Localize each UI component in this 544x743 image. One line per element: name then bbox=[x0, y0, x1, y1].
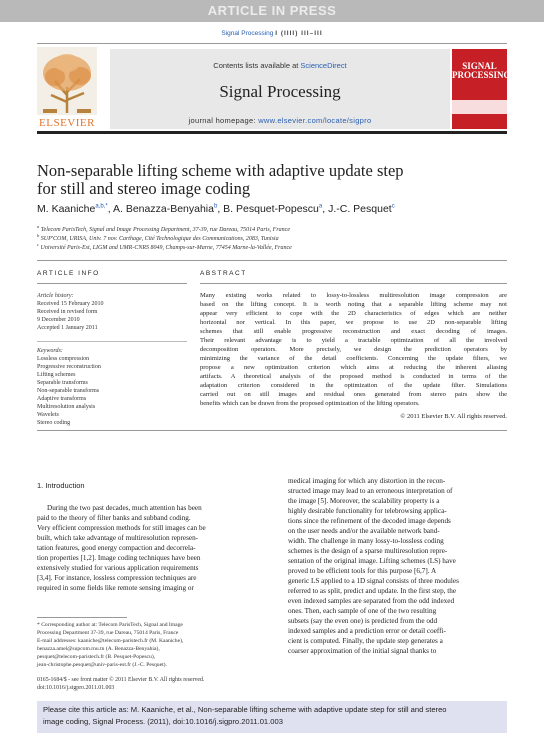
doi-line[interactable]: doi:10.1016/j.sigpro.2011.01.003 bbox=[37, 685, 115, 691]
corresponding-author-mark[interactable]: * bbox=[105, 203, 108, 210]
body-line: medical imaging for which any distortion in the recon- bbox=[288, 477, 446, 485]
body-line: built, which take advantage of multiresolution represen- bbox=[37, 534, 199, 542]
history-item: 9 December 2010 bbox=[37, 317, 80, 323]
abstract-line: minimizing the variance of the detail coefficients. Concerning the update filters, we bbox=[200, 355, 507, 362]
contents-line bbox=[110, 61, 450, 70]
keyword: Adaptive transforms bbox=[37, 396, 87, 402]
author-affil-mark[interactable]: a,b, bbox=[95, 203, 106, 210]
abstract-line: appear very efficient to cope with the 2D characteristics of edges which are neither bbox=[200, 310, 507, 317]
affiliation-mark: a bbox=[37, 224, 40, 229]
affiliation-text: SUP'COM, URISA, Univ. 7 nov. Carthage, Cité Technologique des Communications, 2083, Tunisia bbox=[40, 236, 279, 242]
keyword: Stereo coding bbox=[37, 420, 71, 426]
author-separator: , bbox=[107, 203, 113, 215]
body-line: on the user needs and/or the available network band- bbox=[288, 527, 440, 535]
keyword: Multiresolution analysis bbox=[37, 404, 96, 410]
footnote-line: benazza.amel@supcom.rnu.tn (A. Benazza-Benyahia), bbox=[37, 646, 160, 652]
contents-prefix: Contents lists available at bbox=[213, 61, 301, 70]
body-line: even indexed samples are separated from the odd indexed bbox=[288, 597, 455, 605]
body-line: During the two past decades, much attention has been bbox=[47, 504, 202, 512]
keyword: Wavelets bbox=[37, 412, 59, 418]
cover-band bbox=[452, 100, 507, 114]
article-info-heading: ARTICLE INFO bbox=[37, 270, 100, 277]
introduction-heading: 1. Introduction bbox=[37, 481, 85, 490]
footnote-line: jean-christophe.pesquet@univ-paris-est.fr (J.-C. Pesquet). bbox=[37, 662, 167, 668]
footnote-line: E-mail addresses: kaaniche@telecom-paristech.fr (M. Kaaniche), bbox=[37, 638, 184, 644]
affiliation-text: Telecom ParisTech, Signal and Image Processing Department, 37-39, rue Dareau, 75014 Paris, France bbox=[40, 227, 291, 233]
body-line: ones. Then, each sample of one of the two resulting bbox=[288, 607, 437, 615]
footnote-divider bbox=[37, 617, 127, 618]
paper-title bbox=[37, 162, 457, 198]
author-affil-mark[interactable]: a bbox=[318, 203, 323, 210]
history-item: Received in revised form bbox=[37, 309, 98, 315]
body-line: the image [5]. Moreover, the scalability property is a bbox=[288, 497, 440, 505]
affiliation-text: Université Paris-Est, LIGM and UMR-CNRS 8049, Champs-sur-Marne, 77454 Marne-la-Vallée, France bbox=[40, 245, 292, 251]
abstract-line: decomposition operators. More precisely, we design the prediction operators by bbox=[200, 346, 507, 353]
journal-title: Signal Processing bbox=[219, 82, 341, 101]
header-divider bbox=[37, 43, 507, 44]
body-line: sentation of the original image. Lifting schemes (LS) have bbox=[288, 557, 456, 565]
homepage-line bbox=[110, 116, 450, 125]
keyword: Lossless compression bbox=[37, 356, 90, 362]
body-line: tions since the refinement of the decoded image depends bbox=[288, 517, 451, 525]
author-list bbox=[37, 203, 507, 215]
body-line: tion properties [1,2]. Image coding techniques have been bbox=[37, 554, 201, 562]
abstract-line: carried out on still images and residual ones generated from stereo pairs show the bbox=[200, 391, 507, 398]
body-line: schemes is the design of a sparse multiresolution repre- bbox=[288, 547, 448, 555]
body-line: structed image may lead to an erroneous interpretation of bbox=[288, 487, 453, 495]
body-line: highly desirable functionality for telebrowsing applica- bbox=[288, 507, 447, 515]
body-line: generic LS applied to a 1D signal consists of three modules bbox=[288, 577, 459, 585]
masthead-divider bbox=[37, 131, 507, 134]
homepage-prefix: journal homepage: bbox=[188, 116, 259, 125]
affiliation bbox=[37, 233, 507, 242]
footnote-line: pesquet@telecom-paristech.fr (B. Pesquet-Popescu), bbox=[37, 654, 156, 660]
body-line: referred to as split, predict and update. In the first step, the bbox=[288, 587, 457, 595]
abstract-line: schemes that still enable progressive reconstruction and exact decoding of images. bbox=[200, 328, 507, 335]
body-line: paid to the theory of filter banks and subband coding. bbox=[37, 514, 191, 522]
footnote-line: Processing Department 37-39, rue Dareau, 75014 Paris, France bbox=[37, 630, 179, 636]
body-line: Very efficient compression methods for still images can be bbox=[37, 524, 206, 532]
affiliation bbox=[37, 242, 507, 251]
body-line: cient is computed. Finally, the update step generates a bbox=[288, 637, 443, 645]
elsevier-wordmark: ELSEVIER bbox=[39, 117, 95, 129]
history-item: Accepted 1 January 2011 bbox=[37, 325, 98, 331]
keyword: Progressive reconstruction bbox=[37, 364, 101, 370]
abstract-line: based on the lifting concept. It is worth noting that a separable lifting scheme may not bbox=[200, 301, 507, 308]
paper-title-line2: for still and stereo image coding bbox=[37, 179, 251, 198]
author-name: M. Kaaniche bbox=[37, 203, 96, 215]
keyword: Non-separable transforms bbox=[37, 388, 100, 394]
journal-ref-name[interactable]: Signal Processing bbox=[221, 30, 274, 37]
issn-line: 0165-1684/$ - see front matter © 2011 Elsevier B.V. All rights reserved. bbox=[37, 677, 205, 683]
author-separator: , bbox=[322, 203, 329, 215]
abstract-line: Their relevant advantage is to yield a tractable optimization of all the involved bbox=[200, 337, 507, 344]
history-divider bbox=[37, 341, 187, 342]
abstract-line: Many existing works related to lossy-to-lossless multiresolution image compression are bbox=[200, 292, 507, 299]
history-label: Article history: bbox=[37, 293, 74, 299]
body-line: indexed samples and a prediction error or detail coeffi- bbox=[288, 627, 446, 635]
author-name: B. Pesquet-Popescu bbox=[223, 203, 319, 215]
abstract-line: propose a new optimization criterion which aims at reducing the inherent aliasing bbox=[200, 364, 507, 371]
citation-line: image coding, Signal Process. (2011), doi:10.1016/j.sigpro.2011.01.003 bbox=[43, 717, 283, 726]
keywords-label: Keywords: bbox=[37, 348, 63, 354]
affiliation-mark: b bbox=[37, 233, 40, 238]
body-line: width. The challenge in many lossy-to-lossless coding bbox=[288, 537, 444, 545]
paper-title-line1: Non-separable lifting scheme with adaptive update step bbox=[37, 161, 404, 180]
abstract-bottom-divider bbox=[37, 430, 507, 431]
citation-line: Please cite this article as: M. Kaaniche, et al., Non-separable lifting scheme with adaptive update step for still and stereo bbox=[43, 705, 447, 714]
body-line: [3,4]. For instance, lossless compression techniques are bbox=[37, 574, 197, 582]
copyright-notice: © 2011 Elsevier B.V. All rights reserved. bbox=[400, 413, 507, 420]
cover-title-line2: PROCESSING bbox=[452, 70, 511, 80]
body-line: coarser approximation of the initial signal thanks to bbox=[288, 647, 437, 655]
cover-title-line1: SIGNAL bbox=[462, 61, 497, 71]
article-info-divider bbox=[37, 283, 187, 284]
author-affil-mark[interactable]: b bbox=[213, 203, 218, 210]
body-line: proved to be efficient tools for this purpose [6,7]. A bbox=[288, 567, 437, 575]
body-line: required in some fields like remote sensing imaging or bbox=[37, 584, 194, 592]
journal-ref-pages: I (IIII) III–III bbox=[275, 30, 323, 37]
affiliation bbox=[37, 224, 507, 233]
article-in-press-banner: ARTICLE IN PRESS bbox=[0, 0, 544, 22]
homepage-link[interactable]: www.elsevier.com/locate/sigpro bbox=[258, 116, 372, 125]
abstract-line: adaptation criterion considered in the optimization of the update filter. Simulations bbox=[200, 382, 507, 389]
sciencedirect-link[interactable]: ScienceDirect bbox=[300, 61, 347, 70]
footnote-line: * Corresponding author at: Telecom ParisTech, Signal and Image bbox=[37, 622, 183, 628]
abstract-heading: ABSTRACT bbox=[200, 270, 247, 277]
keyword: Lifting schemes bbox=[37, 372, 76, 378]
author-name: J.-C. Pesquet bbox=[328, 203, 392, 215]
author-separator: , bbox=[217, 203, 224, 215]
history-item: Received 15 February 2010 bbox=[37, 301, 104, 307]
body-line: extensively studied for various application requirements bbox=[37, 564, 199, 572]
abstract-divider bbox=[200, 283, 507, 284]
affiliation-mark: c bbox=[37, 242, 39, 247]
affiliation-divider bbox=[37, 260, 507, 261]
cover-title bbox=[452, 61, 511, 80]
abstract-line: benefits which can be drawn from the proposed optimization of the lifting operators. bbox=[200, 400, 420, 407]
journal-reference bbox=[0, 30, 544, 37]
keyword: Separable transforms bbox=[37, 380, 88, 386]
body-line: subsets (say the even one) is predicted from the odd bbox=[288, 617, 438, 625]
body-line: tation features, good energy compaction and decorrela- bbox=[37, 544, 196, 552]
author-affil-mark[interactable]: c bbox=[391, 203, 395, 210]
abstract-line: horizontal nor vertical. In this paper, we propose to use 2D non-separable lifting bbox=[200, 319, 507, 326]
abstract-line: artifacts. A theoretical analysis of the proposed method is conducted in terms of the bbox=[200, 373, 507, 380]
author-name: A. Benazza-Benyahia bbox=[113, 203, 214, 215]
